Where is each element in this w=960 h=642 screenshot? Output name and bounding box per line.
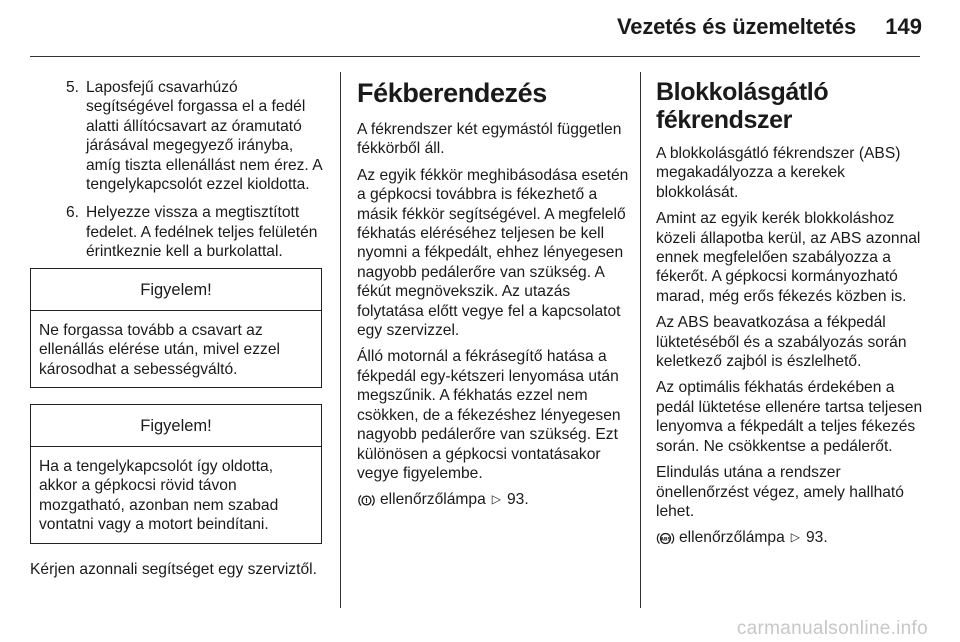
- column-divider-left: [340, 72, 341, 608]
- watermark: carmanualsonline.info: [736, 618, 928, 639]
- warning-box: [30, 404, 322, 544]
- column-right: [656, 78, 924, 548]
- brake-warning-icon: [357, 493, 376, 508]
- page-header-title: Vezetés és üzemeltetés: [617, 14, 856, 39]
- warning-box: [30, 268, 322, 388]
- column-middle: [357, 78, 637, 510]
- section-title-abs: Blokkolásgátló fékrendszer: [656, 78, 829, 134]
- reference-label: ellenőrzőlámpa: [679, 529, 785, 547]
- paragraph: A fékrendszer két egymástól független fékkörből áll.: [357, 121, 622, 158]
- step-number: 6.: [66, 204, 80, 222]
- warning-title: Figyelem!: [31, 269, 321, 311]
- column-left: [30, 78, 328, 271]
- cross-reference: [357, 490, 637, 509]
- step-text: Helyezze vissza a megtisztított fedelet. A fedélnek teljes felületén érintkeznie kell a burkolattal.: [86, 204, 318, 261]
- paragraph: Elindulás utána a rendszer önellenőrzést végez, amely hallható lehet.: [656, 464, 904, 520]
- paragraph: Álló motornál a fékrásegítő hatása a fékpedál egy-kétszeri lenyomása után megszűnik. A fékhatás ezzel nem csökken, de a fékezéshez lényegesen nagyobb pedálerőre van szükség. Ezt különösen a gépkocsi vontatásakor vegye figyelembe.: [357, 348, 621, 482]
- cross-reference: [656, 528, 924, 547]
- column-divider-right: [640, 72, 641, 608]
- closing-paragraph: Kérjen azonnali segítséget egy szerviztől.: [30, 561, 317, 578]
- reference-label: ellenőrzőlámpa: [380, 491, 486, 509]
- paragraph: A blokkolásgátló fékrendszer (ABS) megakadályozza a kerekek blokkolását.: [656, 145, 901, 201]
- paragraph: Az optimális fékhatás érdekében a pedál lüktetése ellenére tartsa teljesen lenyomva a fékpedált a teljes fékezés során. Ne csökkentse a pedálerőt.: [656, 379, 923, 455]
- step-text: Laposfejű csavarhúzó segítségével forgassa el a fedél alatti állítócsavart az óramutató járásával megegyező irányba, amíg tiszta ellenállást nem érez. A tengelykapcsolót ezzel kioldotta.: [86, 79, 322, 194]
- list-item: [30, 203, 328, 261]
- reference-page[interactable]: 93.: [507, 491, 529, 509]
- list-item: [30, 78, 328, 194]
- warning-title: Figyelem!: [31, 405, 321, 447]
- warning-text: Ha a tengelykapcsolót így oldotta, akkor a gépkocsi rövid távon mozgatható, azonban nem szabad vontatni vagy a motort beindítani.: [39, 458, 279, 534]
- page-number: 149: [885, 14, 922, 39]
- reference-page[interactable]: 93.: [806, 529, 828, 547]
- abs-warning-icon: [656, 531, 675, 546]
- page-reference-arrow-icon: ▷: [491, 492, 501, 507]
- step-number: 5.: [66, 79, 80, 96]
- svg-text:!: !: [364, 496, 369, 505]
- section-title-brakes: Fékberendezés: [357, 78, 547, 108]
- paragraph: Az egyik fékkör meghibásodása esetén a gépkocsi továbbra is fékezhető a másik fékkör segítségével. A megfelelő fékhatás eléréséhez teljesen be kell nyomni a fékpedált, ehhez lényegesen nagyobb pedálerőre van szükség. A fékút megnövekszik. Az utazás folytatása előtt vegye fel a kapcsolatot egy szervizzel.: [357, 166, 629, 340]
- paragraph: Az ABS beavatkozása a fékpedál lüktetéséből és a szabályozás során keletkező zajból is észlelhető.: [656, 314, 907, 371]
- svg-text:ABS: ABS: [660, 536, 671, 542]
- page-reference-arrow-icon: ▷: [790, 530, 800, 545]
- header-divider: [30, 56, 920, 57]
- paragraph: Amint az egyik kerék blokkoláshoz közeli állapotba kerül, az ABS azonnal ennek megfelelően szabályozza a fékerőt. A gépkocsi kormányozható marad, még erős fékezés közben is.: [656, 210, 921, 305]
- instruction-steps: [30, 78, 328, 262]
- warning-text: Ne forgassa tovább a csavart az ellenállás elérése után, mivel ezzel károsodhat a sebességváltó.: [39, 322, 280, 378]
